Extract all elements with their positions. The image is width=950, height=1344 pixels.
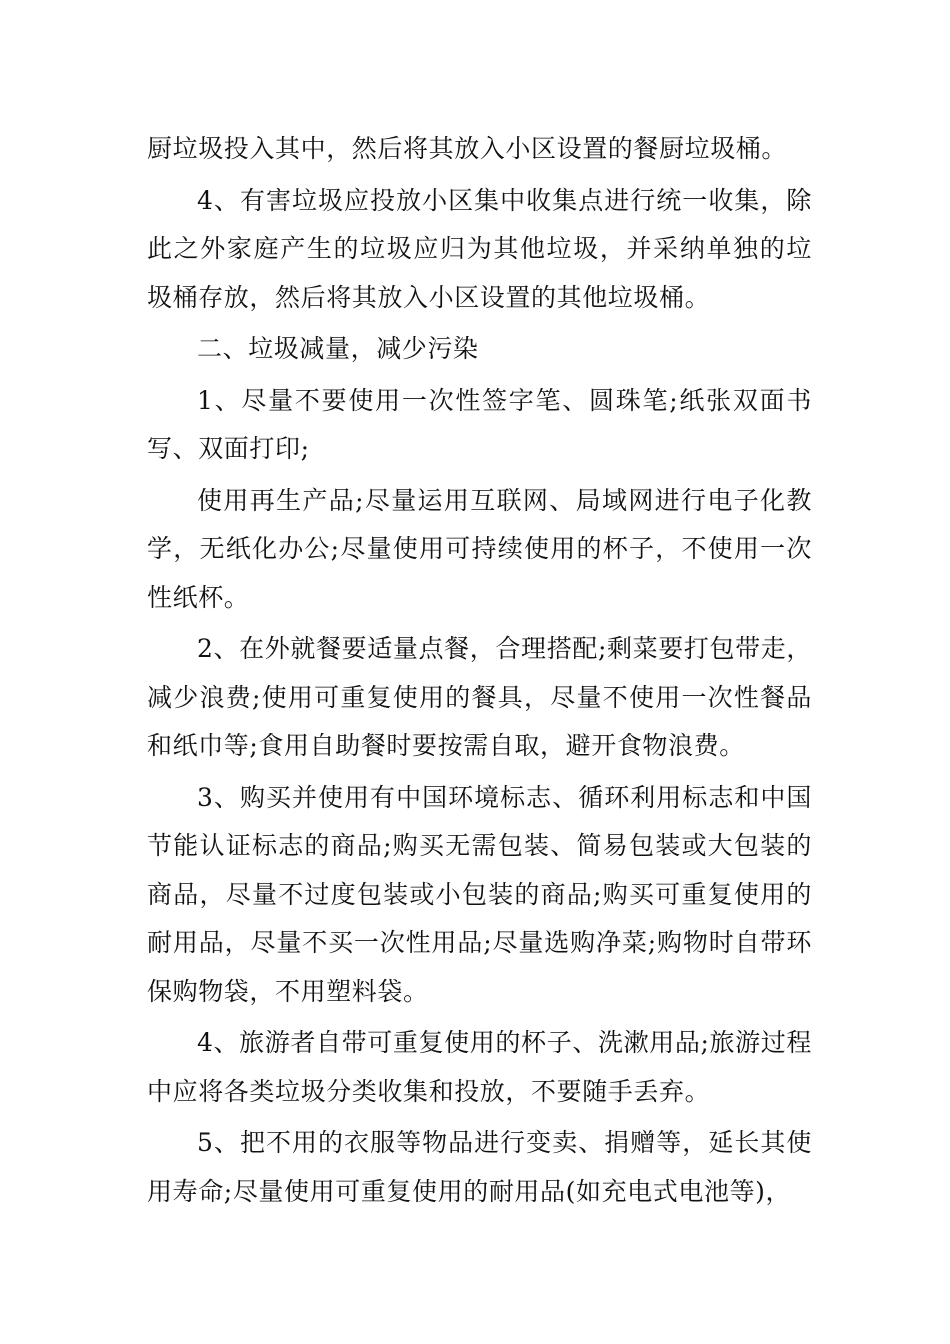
paragraph-hazardous-waste: 4、有害垃圾应投放小区集中收集点进行统一收集，除此之外家庭产生的垃圾应归为其他垃圾，并采纳单独的垃圾桶存放，然后将其放入小区设置的其他垃圾桶。 [147,185,812,312]
paragraph-continuation: 厨垃圾投入其中，然后将其放入小区设置的餐厨垃圾桶。 [147,134,788,163]
paragraph-item-4: 4、旅游者自带可重复使用的杯子、洗漱用品;旅游过程中应将各类垃圾分类收集和投放，不要随手丢弃。 [147,1028,812,1106]
document-body [147,125,812,1219]
paragraph-item-3: 3、购买并使用有中国环境标志、循环利用标志和中国节能认证标志的商品;购买无需包装、简易包装或大包装的商品，尽量不过度包装或小包装的商品;购买可重复使用的耐用品，尽量不买一次性用品;尽量选购净菜;购物时自带环保购物袋，不用塑料袋。 [147,782,812,1006]
paragraph-item-5: 5、把不用的衣服等物品进行变卖、捐赠等，延长其使用寿命;尽量使用可重复使用的耐用品(如充电式电池等)， [147,1128,812,1206]
section-heading-waste-reduction: 二、垃圾减量，减少污染 [197,334,479,363]
paragraph-item-1: 1、尽量不要使用一次性签字笔、圆珠笔;纸张双面书写、双面打印; [147,385,812,463]
paragraph-recycled-products: 使用再生产品;尽量运用互联网、局域网进行电子化教学，无纸化办公;尽量使用可持续使用的杯子，不使用一次性纸杯。 [147,485,812,612]
paragraph-item-2: 2、在外就餐要适量点餐，合理搭配;剩菜要打包带走，减少浪费;使用可重复使用的餐具，尽量不使用一次性餐品和纸巾等;食用自助餐时要按需自取，避开食物浪费。 [147,634,812,760]
